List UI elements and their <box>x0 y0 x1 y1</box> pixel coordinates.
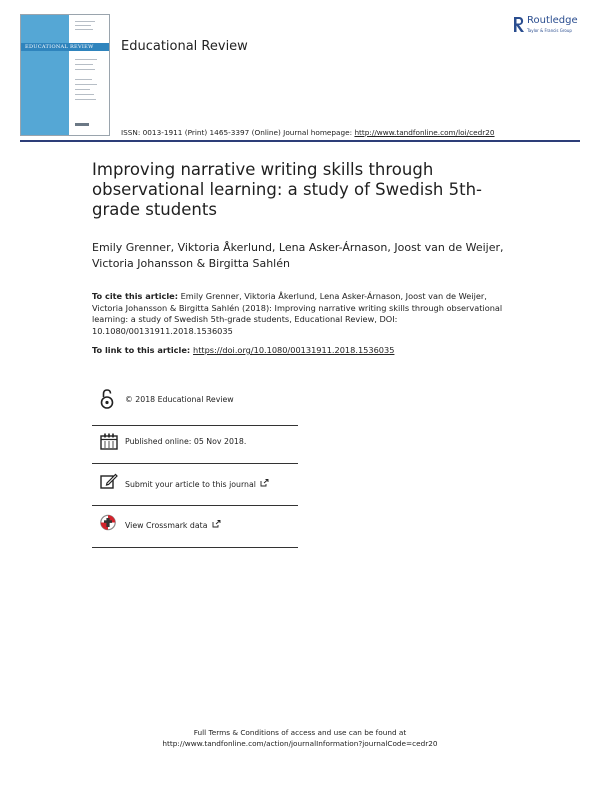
publisher-name: Routledge <box>527 15 578 26</box>
crossmark-row[interactable] <box>92 506 298 548</box>
cover-band-title: EDUCATIONAL REVIEW <box>25 44 94 50</box>
copyright-text: © 2018 Educational Review <box>125 395 234 404</box>
crossmark-icon <box>100 514 116 532</box>
crossmark-text: View Crossmark data <box>125 521 208 530</box>
issn-text: ISSN: 0013-1911 (Print) 1465-3397 (Online) Journal homepage: <box>121 128 355 137</box>
header-divider <box>20 140 580 142</box>
cover-color-strip <box>21 15 69 135</box>
submit-article-text: Submit your article to this journal <box>125 480 256 489</box>
external-link-icon <box>212 520 221 528</box>
journal-cover-thumbnail <box>20 14 110 136</box>
footer-terms-text: Full Terms & Conditions of access and use can be found at <box>193 728 407 737</box>
copyright-row <box>92 388 298 426</box>
open-access-lock-icon <box>100 389 114 409</box>
calendar-icon <box>100 433 118 450</box>
footer <box>0 727 600 749</box>
published-row <box>92 426 298 464</box>
journal-name: Educational Review <box>121 39 248 54</box>
submit-article-link[interactable] <box>125 479 269 489</box>
article-link-label: To link to this article: <box>92 345 193 355</box>
article-authors: Emily Grenner, Viktoria Åkerlund, Lena Asker-Árnason, Joost van de Weijer, Victoria Johansson & Birgitta Sahlén <box>92 241 504 270</box>
article-title: Improving narrative writing skills through observational learning: a study of Swedish 5th-grade students <box>92 160 483 219</box>
article-link-line <box>92 345 394 355</box>
journal-homepage-link[interactable]: http://www.tandfonline.com/loi/cedr20 <box>354 128 495 137</box>
cover-title-band <box>21 43 109 51</box>
citation-text: Emily Grenner, Viktoria Åkerlund, Lena Asker-Árnason, Joost van de Weijer, Victoria Johansson & Birgitta Sahlén (2018): Improving narrative writing skills through observational learning: a study of Swedish 5th-grade students, Educational Review, DOI: 10.1080/00131911.2018.1536035 <box>92 291 503 336</box>
footer-terms-link[interactable]: http://www.tandfonline.com/action/journalInformation?journalCode=cedr20 <box>162 739 438 748</box>
publisher-tagline: Taylor & Francis Group <box>527 28 572 33</box>
citation-block <box>92 291 512 337</box>
routledge-logo-icon <box>512 16 525 33</box>
edit-pencil-icon <box>100 473 118 489</box>
external-link-icon <box>260 479 269 487</box>
published-date-text: Published online: 05 Nov 2018. <box>125 437 247 446</box>
issn-line <box>121 128 495 137</box>
citation-label: To cite this article: <box>92 291 178 301</box>
submit-row[interactable] <box>92 464 298 506</box>
article-doi-link[interactable]: https://doi.org/10.1080/00131911.2018.1536035 <box>193 345 395 355</box>
crossmark-link[interactable] <box>125 520 221 530</box>
